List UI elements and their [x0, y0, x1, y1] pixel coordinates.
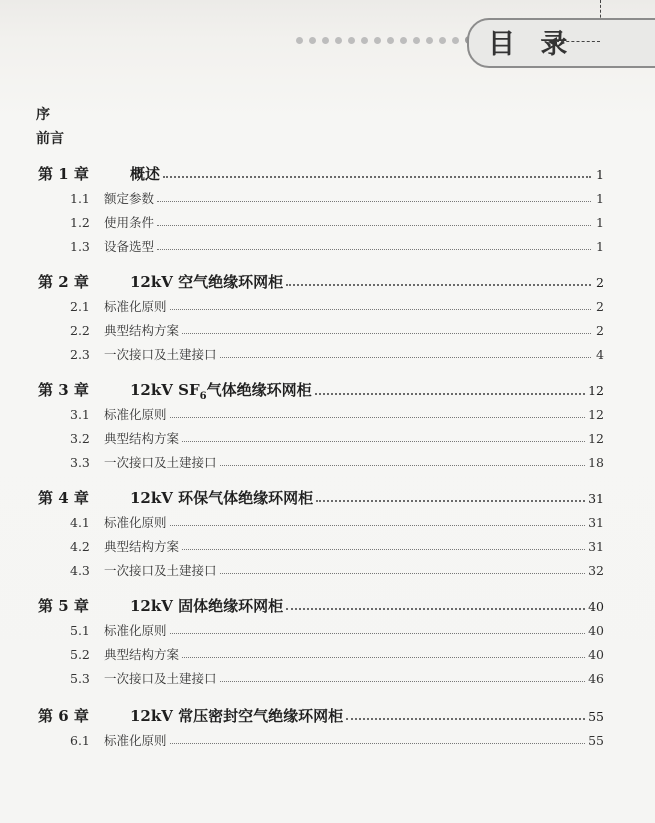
toc-title: 典型结构方案	[104, 539, 180, 554]
toc-section-row[interactable]	[70, 429, 604, 447]
toc-section-row[interactable]	[70, 513, 604, 531]
dot-leader	[315, 392, 586, 395]
dot-decoration	[387, 37, 394, 44]
dot-decoration	[322, 37, 329, 44]
toc-page-number: 46	[588, 671, 604, 686]
toc-page-number: 32	[588, 563, 604, 578]
header-decoration	[0, 0, 655, 80]
toc-number: 2.3	[70, 347, 90, 362]
toc-title-part: 12kV SF	[130, 381, 200, 399]
dot-decoration	[309, 37, 316, 44]
toc-title: 概述	[130, 165, 161, 183]
toc-number: 第 4 章	[38, 489, 89, 507]
toc-page-number: 40	[588, 647, 604, 662]
toc-title: 一次接口及土建接口	[104, 563, 217, 578]
toc-number: 3.1	[70, 407, 90, 422]
toc-page-number: 2	[596, 323, 604, 338]
dot-leader	[220, 680, 586, 682]
toc-title: 典型结构方案	[104, 431, 180, 446]
toc-chapter-row[interactable]	[38, 705, 604, 726]
toc-number: 5.2	[70, 647, 90, 662]
toc-page-number: 2	[596, 275, 604, 290]
toc-title: 12kV 环保气体绝缘环网柜	[130, 489, 314, 507]
toc-page-number: 18	[588, 455, 604, 470]
toc-section-row[interactable]	[70, 345, 604, 363]
toc-title: 一次接口及土建接口	[104, 455, 217, 470]
toc-title-part: 气体绝缘环网柜	[206, 381, 312, 399]
toc-chapter-row[interactable]	[38, 487, 604, 508]
dot-divider	[296, 36, 473, 44]
toc-title	[130, 379, 312, 402]
dot-leader	[220, 572, 586, 574]
dot-leader	[170, 524, 586, 526]
dot-leader	[220, 356, 591, 358]
toc-page-number: 4	[596, 347, 604, 362]
toc-page-number: 1	[596, 191, 604, 206]
toc-title: 12kV 常压密封空气绝缘环网柜	[130, 707, 344, 725]
dot-leader	[170, 308, 591, 310]
toc-page-number: 40	[588, 623, 604, 638]
toc-page-number: 31	[588, 491, 604, 506]
front-matter-preface[interactable]: 序	[36, 107, 50, 123]
toc-number: 第 2 章	[38, 273, 89, 291]
dot-leader	[182, 440, 585, 442]
toc-page-number: 31	[588, 515, 604, 530]
toc-section-row[interactable]	[70, 731, 604, 749]
toc-title: 典型结构方案	[104, 323, 180, 338]
toc-title: 设备选型	[104, 239, 155, 254]
dot-decoration	[400, 37, 407, 44]
toc-number: 4.1	[70, 515, 90, 530]
toc-section-row[interactable]	[70, 213, 604, 231]
toc-page-number: 12	[588, 383, 604, 398]
dot-leader	[286, 607, 585, 610]
toc-page-number: 55	[588, 709, 604, 724]
toc-section-row[interactable]	[70, 297, 604, 315]
toc-section-row[interactable]	[70, 537, 604, 555]
toc-page-number: 1	[596, 215, 604, 230]
toc-title: 典型结构方案	[104, 647, 180, 662]
dot-decoration	[374, 37, 381, 44]
toc-number: 第 1 章	[38, 165, 89, 183]
leader-line-horizontal	[556, 41, 600, 42]
toc-number: 4.2	[70, 539, 90, 554]
toc-section-row[interactable]	[70, 621, 604, 639]
dot-leader	[346, 717, 585, 720]
toc-chapter-row[interactable]	[38, 163, 604, 184]
toc-page-number: 12	[588, 431, 604, 446]
dot-leader	[182, 656, 585, 658]
toc-title: 一次接口及土建接口	[104, 671, 217, 686]
toc-page-number: 1	[596, 239, 604, 254]
dot-leader	[170, 416, 586, 418]
toc-section-row[interactable]	[70, 321, 604, 339]
dot-decoration	[348, 37, 355, 44]
toc-number: 4.3	[70, 563, 90, 578]
dot-leader	[170, 742, 586, 744]
toc-number: 1.1	[70, 191, 90, 206]
toc-title: 12kV 固体绝缘环网柜	[130, 597, 284, 615]
toc-title: 标准化原则	[104, 733, 167, 748]
toc-title: 额定参数	[104, 191, 155, 206]
dot-leader	[286, 283, 591, 286]
toc-page-number: 40	[588, 599, 604, 614]
toc-section-row[interactable]	[70, 645, 604, 663]
toc-chapter-row[interactable]	[38, 271, 604, 292]
toc-chapter-row[interactable]	[38, 379, 604, 402]
dot-decoration	[335, 37, 342, 44]
toc-number: 6.1	[70, 733, 90, 748]
dot-leader	[182, 548, 585, 550]
dot-decoration	[439, 37, 446, 44]
dot-leader	[182, 332, 591, 334]
dot-decoration	[426, 37, 433, 44]
dot-leader	[220, 464, 586, 466]
dot-leader	[157, 224, 591, 226]
toc-title: 标准化原则	[104, 515, 167, 530]
toc-number: 3.3	[70, 455, 90, 470]
front-matter-foreword[interactable]: 前言	[36, 131, 64, 147]
dot-decoration	[361, 37, 368, 44]
toc-section-row[interactable]	[70, 405, 604, 423]
toc-number: 2.2	[70, 323, 90, 338]
dot-decoration	[413, 37, 420, 44]
toc-section-row[interactable]	[70, 453, 604, 471]
toc-page-number: 2	[596, 299, 604, 314]
toc-page-number: 55	[588, 733, 604, 748]
dot-decoration	[452, 37, 459, 44]
toc-title: 12kV 空气绝缘环网柜	[130, 273, 284, 291]
toc-section-row[interactable]	[70, 189, 604, 207]
toc-number: 5.1	[70, 623, 90, 638]
toc-section-row[interactable]	[70, 237, 604, 255]
toc-number: 2.1	[70, 299, 90, 314]
dot-leader	[316, 499, 585, 502]
arrow-left-icon	[548, 37, 557, 47]
dot-decoration	[296, 37, 303, 44]
toc-title: 标准化原则	[104, 299, 167, 314]
toc-title: 一次接口及土建接口	[104, 347, 217, 362]
dot-leader	[163, 175, 591, 178]
toc-page-number: 31	[588, 539, 604, 554]
toc-page-number: 1	[596, 167, 604, 182]
toc-section-row[interactable]	[70, 561, 604, 579]
toc-number: 1.2	[70, 215, 90, 230]
dot-leader	[157, 200, 591, 202]
page-title: 目 录	[488, 29, 576, 60]
toc-section-row[interactable]	[70, 669, 604, 687]
toc-page-number: 12	[588, 407, 604, 422]
toc-number: 第 3 章	[38, 381, 89, 399]
toc-number: 5.3	[70, 671, 90, 686]
dot-leader	[157, 248, 591, 250]
toc-number: 1.3	[70, 239, 90, 254]
toc-chapter-row[interactable]	[38, 595, 604, 616]
toc-title: 使用条件	[104, 215, 155, 230]
toc-title: 标准化原则	[104, 407, 167, 422]
toc-number: 第 6 章	[38, 707, 89, 725]
toc-title-subscript: 6	[199, 391, 207, 402]
dot-leader	[170, 632, 586, 634]
toc-number: 第 5 章	[38, 597, 89, 615]
toc-title: 标准化原则	[104, 623, 167, 638]
toc-number: 3.2	[70, 431, 90, 446]
